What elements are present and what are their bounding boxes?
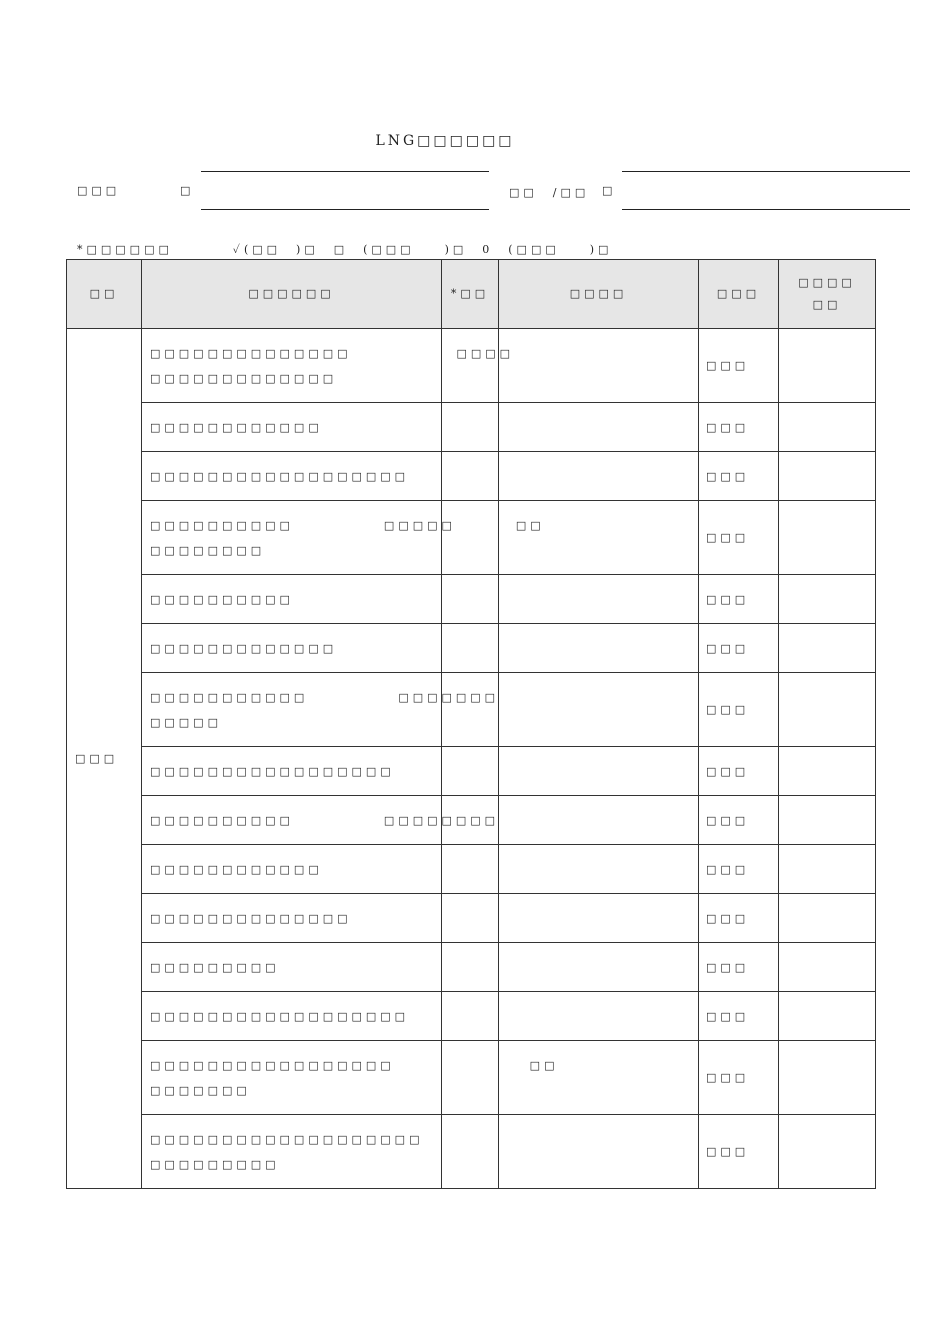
result-cell: □□□ [699, 1041, 779, 1115]
item-cell: □□□□□□□□□□□□□□ [142, 894, 442, 943]
signature-cell[interactable] [779, 501, 876, 575]
table-row [67, 943, 876, 992]
col-header-result: □□□ [699, 260, 779, 329]
table-row [67, 894, 876, 943]
signature-cell[interactable] [779, 673, 876, 747]
note-cell[interactable] [499, 1115, 699, 1189]
category-cell: □□□ [67, 329, 142, 1189]
item-cell: □□□□□□□□□□□□ [142, 403, 442, 452]
item-cell: □□□□□□□□□□□□□□□□□□ [142, 992, 442, 1041]
signature-cell[interactable] [779, 796, 876, 845]
result-cell: □□□ [699, 894, 779, 943]
note-cell[interactable] [499, 575, 699, 624]
table-row [67, 575, 876, 624]
table-row [67, 796, 876, 845]
note-cell[interactable] [499, 501, 699, 575]
table-row [67, 452, 876, 501]
result-cell: □□□ [699, 747, 779, 796]
mark-cell[interactable] [442, 747, 499, 796]
result-cell: □□□ [699, 992, 779, 1041]
table-row [67, 403, 876, 452]
item-cell: □□□□□□□□□□□□□□□□□ [142, 747, 442, 796]
table-row [67, 992, 876, 1041]
note-cell[interactable] [499, 403, 699, 452]
item-cell: □□□□□□□□□□□□□□□□□□ [142, 452, 442, 501]
note-cell[interactable] [499, 747, 699, 796]
col-header-item: □□□□□□ [142, 260, 442, 329]
result-cell: □□□ [699, 403, 779, 452]
item-cell: □□□□□□□□□□□ □□□□□□□ □□□□□ [142, 673, 442, 747]
note-cell[interactable] [499, 845, 699, 894]
col-header-category: □□ [67, 260, 142, 329]
left-field-colon: □ [180, 184, 195, 197]
item-cell: □□□□□□□□□ [142, 943, 442, 992]
col-header-note: □□□□ [499, 260, 699, 329]
col-header-mark: *□□ [442, 260, 499, 329]
table-row [67, 329, 876, 403]
table-row [67, 845, 876, 894]
result-cell: □□□ [699, 796, 779, 845]
signature-cell[interactable] [779, 329, 876, 403]
mark-cell[interactable] [442, 624, 499, 673]
note-cell[interactable] [499, 452, 699, 501]
legend-note: *□□□□□□ ✓(□□ )□ □ (□□□ )□ 0 (□□□ )□ [77, 243, 613, 256]
mark-cell[interactable] [442, 403, 499, 452]
note-cell[interactable] [499, 624, 699, 673]
mark-cell[interactable] [442, 943, 499, 992]
item-cell: □□□□□□□□□□ [142, 575, 442, 624]
signature-cell[interactable] [779, 403, 876, 452]
result-cell: □□□ [699, 845, 779, 894]
mark-cell[interactable] [442, 894, 499, 943]
signature-cell[interactable] [779, 452, 876, 501]
right-field-label: □□ /□□ [509, 186, 590, 199]
table-row [67, 501, 876, 575]
signature-cell[interactable] [779, 1115, 876, 1189]
result-cell: □□□ [699, 943, 779, 992]
note-cell[interactable] [499, 992, 699, 1041]
table-row [67, 673, 876, 747]
mark-cell[interactable] [442, 845, 499, 894]
note-cell[interactable] [499, 943, 699, 992]
note-cell[interactable] [499, 673, 699, 747]
result-cell: □□□ [699, 501, 779, 575]
result-cell: □□□ [699, 673, 779, 747]
table-row [67, 1041, 876, 1115]
result-cell: □□□ [699, 575, 779, 624]
signature-cell[interactable] [779, 624, 876, 673]
item-cell: □□□□□□□□□□□□□□ □□□□ □□□□□□□□□□□□□ [142, 329, 442, 403]
item-cell: □□□□□□□□□□□□□ [142, 624, 442, 673]
item-cell: □□□□□□□□□□□□□□□□□□□ □□□□□□□□□ [142, 1115, 442, 1189]
note-cell[interactable] [499, 1041, 699, 1115]
left-field-label: □□□ [77, 184, 121, 197]
result-cell: □□□ [699, 329, 779, 403]
right-field-top-line [622, 171, 910, 172]
item-cell: □□□□□□□□□□□□□□□□□ □□ □□□□□□□ [142, 1041, 442, 1115]
right-field-underline[interactable] [622, 209, 910, 210]
item-cell: □□□□□□□□□□ □□□□□□□□ [142, 796, 442, 845]
inspection-table [66, 259, 876, 1189]
result-cell: □□□ [699, 624, 779, 673]
mark-cell[interactable] [442, 575, 499, 624]
signature-cell[interactable] [779, 1041, 876, 1115]
mark-cell[interactable] [442, 1041, 499, 1115]
signature-cell[interactable] [779, 575, 876, 624]
mark-cell[interactable] [442, 501, 499, 575]
result-cell: □□□ [699, 1115, 779, 1189]
left-field-top-line [201, 171, 489, 172]
note-cell[interactable] [499, 894, 699, 943]
signature-cell[interactable] [779, 943, 876, 992]
signature-cell[interactable] [779, 894, 876, 943]
item-cell: □□□□□□□□□□□□ [142, 845, 442, 894]
signature-cell[interactable] [779, 845, 876, 894]
mark-cell[interactable] [442, 992, 499, 1041]
table-row [67, 747, 876, 796]
left-field-underline[interactable] [201, 209, 489, 210]
signature-cell[interactable] [779, 992, 876, 1041]
mark-cell[interactable] [442, 673, 499, 747]
note-cell[interactable] [499, 796, 699, 845]
item-cell: □□□□□□□□□□ □□□□□ □□ □□□□□□□□ [142, 501, 442, 575]
col-header-signature: □□□□ □□ [779, 260, 876, 329]
mark-cell[interactable] [442, 1115, 499, 1189]
table-row [67, 624, 876, 673]
table-header-row [67, 260, 876, 329]
table-row [67, 1115, 876, 1189]
result-cell: □□□ [699, 452, 779, 501]
page-title: LNG□□□□□□ [375, 133, 515, 149]
signature-cell[interactable] [779, 747, 876, 796]
mark-cell[interactable] [442, 452, 499, 501]
right-field-colon: □ [602, 184, 617, 197]
note-cell[interactable] [499, 329, 699, 403]
mark-cell[interactable] [442, 329, 499, 403]
